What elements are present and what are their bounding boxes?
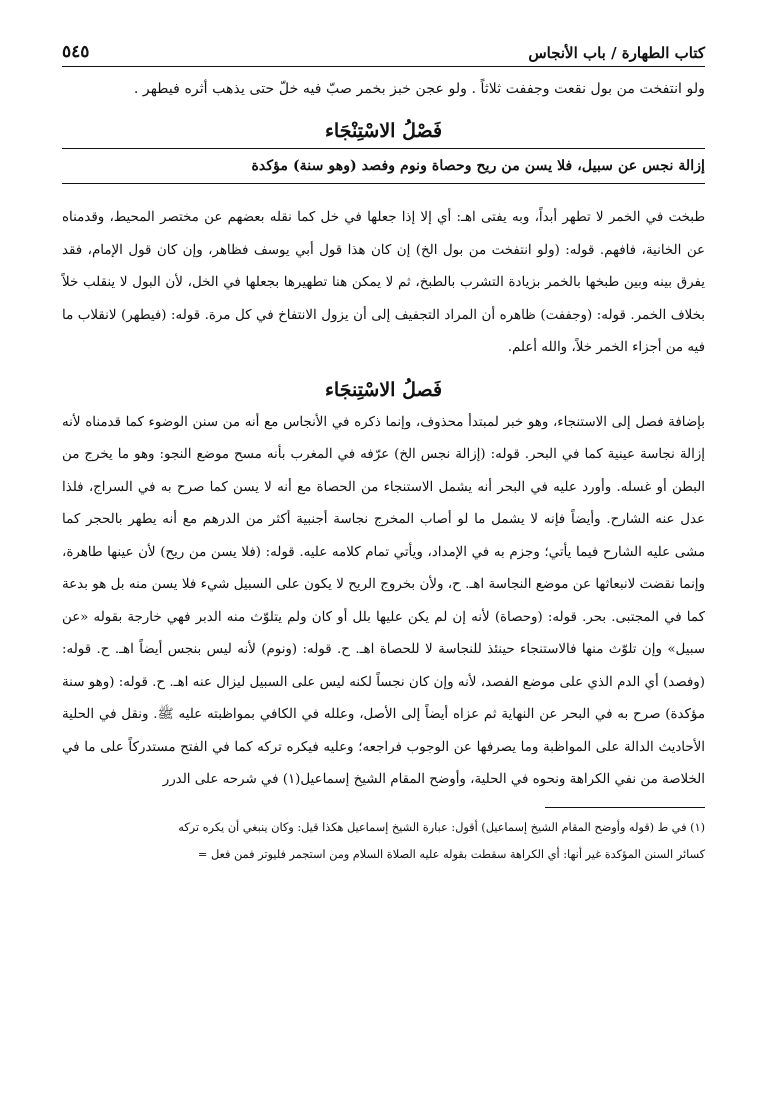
commentary-block-1 (62, 202, 705, 365)
section-heading-2: فَصلُ الاسْتِنجَاء (324, 378, 443, 401)
footnote-line-2: كسائر السنن المؤكدة غير أنها: أي الكراهة سقطت بقوله عليه الصلاة السلام ومن استجمر فليوتر فمن فعل = (197, 847, 705, 861)
matn-intro (62, 73, 705, 106)
header-rule (62, 66, 705, 67)
commentary-paragraph-2: بإضافة فصل إلى الاستنجاء، وهو خبر لمبتدأ محذوف، وإنما ذكره في الأنجاس مع أنه من سنن الوضوء كما قدمناه لأنه إزالة نجاسة عينية كما في البحر. قوله: (إزالة نجس الخ) عرّفه في المغرب بأنه مسح موضع النجو: وهو ما يخرج من البطن أو غسله. وأورد عليه في البحر أنه يشمل الاستنجاء من الحصاة مع أنه لا يسن كما صرح به في السراج، فلذا عدل عنه الشارح. وأيضاً فإنه لا يشمل ما لو أصاب المخرج نجاسة أجنبية أكثر من الدرهم مع أنه يطهر بالحجر كما مشى عليه الشارح فيما يأتي؛ وجزم به في الإمداد، ويأتي تمام كلامه عليه. قوله: (فلا يسن من ريح) لأن عينها طاهرة، وإنما نقضت لانبعاثها عن موضع النجاسة اهـ. ح، ولأن بخروج الريح لا يكون على السبيل شيء فلا يسن منه بل هو بدعة كما في المجتبى. بحر. قوله: (وحصاة) لأنه إن لم يكن عليها بلل أو كان ولم يتلوّث منه الدبر فهي خارجة بقوله «عن سبيل» وإن تلوّث منها فالاستنجاء حينئذ للنجاسة لا للحصاة اهـ. ح. قوله: (ونوم) لأنه ليس بنجس أيضاً اهـ. ح. قوله: (وفصد) أي الدم الذي على موضع الفصد، لأنه وإن كان نجساً لكنه ليس على السبيل ليزال عنه اهـ. ح. قوله: (وهو سنة مؤكدة) صرح به في البحر عن النهاية ثم عزاه أيضاً إلى الأصل، وعلله في الكافي بمواظبته عليه ﷺ. ونقل في الحلية الأحاديث الدالة على المواظبة وما يصرفها عن الوجوب فراجعه؛ وعليه فيكره تركه كما في الفتح مستدركاً على ما في الخلاصة من نفي الكراهة ونحوه في الحلية، وأوضح المقام الشيخ إسماعيل(١) في شرحه على الدرر (62, 414, 705, 787)
footnote-rule (545, 807, 705, 808)
running-title: كتاب الطهارة / باب الأنجاس (528, 44, 705, 62)
page-number: ٥٤٥ (62, 42, 90, 62)
section-heading-1: فَصْلُ الاسْتِنْجَاء (324, 120, 443, 142)
commentary-paragraph-1: طبخت في الخمر لا تطهر أبداً، وبه يفتى اهـ: أي إلا إذا جعلها في خل كما نقله بعضهم عن مختصر المحيط، وقدمناه عن الخانية، فافهم. قوله: (ولو انتفخت من بول الخ) إن كان هذا قول أبي يوسف فظاهر، وإن كان قول الإمام، فقد يفرق بينه وبين طبخها بالخمر بزيادة التشرب بالطبخ، ثم لا يمكن هنا تطهيرها بجعلها في الخل، لأن البول لا ينقلب خلاً بخلاف الخمر. قوله: (وجففت) ظاهره أن المراد التجفيف إلى أن يزول الانتفاخ في كل مرة. قوله: (فيطهر) لانقلاب ما فيه من أجزاء الخمر خلاً، والله أعلم. (62, 210, 705, 355)
commentary-block-2 (62, 407, 705, 797)
matn-box (62, 148, 705, 184)
running-head (62, 42, 705, 66)
matn-box-text: إزالة نجس عن سبيل، فلا يسن من ريح وحصاة ونوم وفصد (وهو سنة) مؤكدة (251, 158, 705, 174)
footnotes (62, 814, 705, 868)
matn-intro-text: ولو انتفخت من بول نقعت وجففت ثلاثاً . ولو عجن خبز بخمر صبّ فيه خلّ حتى يذهب أثره فيطهر . (133, 81, 705, 97)
footnote-line-1: (١) في ط (قوله وأوضح المقام الشيخ إسماعيل) أقول: عبارة الشيخ إسماعيل هكذا قيل: وكان ينبغي أن يكره تركه (178, 820, 705, 834)
